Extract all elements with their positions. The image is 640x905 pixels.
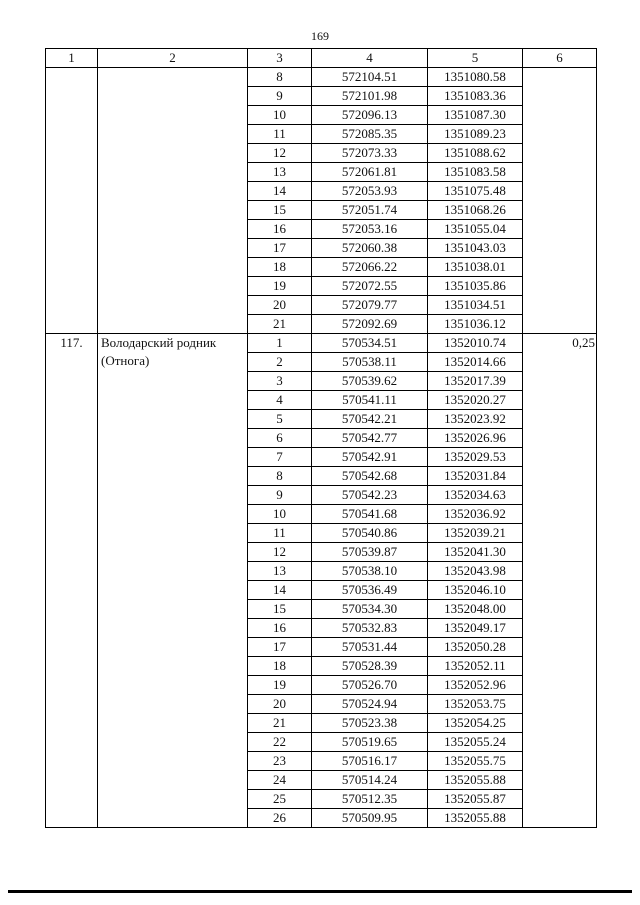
coord-x: 572060.38 <box>312 239 428 258</box>
coord-x: 570542.91 <box>312 448 428 467</box>
coord-x: 570524.94 <box>312 695 428 714</box>
coord-y: 1351068.26 <box>428 201 523 220</box>
table-row <box>46 68 597 87</box>
coord-x: 570516.17 <box>312 752 428 771</box>
header-row <box>46 49 597 68</box>
coord-x: 570542.77 <box>312 429 428 448</box>
point-number: 11 <box>248 524 312 543</box>
coord-x: 570534.51 <box>312 334 428 353</box>
coord-y: 1352036.92 <box>428 505 523 524</box>
coord-x: 570528.39 <box>312 657 428 676</box>
coord-y: 1352034.63 <box>428 486 523 505</box>
coord-x: 572085.35 <box>312 125 428 144</box>
coord-x: 570531.44 <box>312 638 428 657</box>
point-number: 25 <box>248 790 312 809</box>
point-number: 7 <box>248 448 312 467</box>
coord-x: 570542.23 <box>312 486 428 505</box>
point-number: 20 <box>248 695 312 714</box>
coord-x: 570542.68 <box>312 467 428 486</box>
coord-y: 1352041.30 <box>428 543 523 562</box>
point-number: 1 <box>248 334 312 353</box>
object-name <box>98 334 248 828</box>
coord-y: 1352052.96 <box>428 676 523 695</box>
coord-y: 1351088.62 <box>428 144 523 163</box>
point-number: 10 <box>248 106 312 125</box>
header-col-5: 5 <box>428 49 523 68</box>
coord-y: 1351034.51 <box>428 296 523 315</box>
coord-x: 570509.95 <box>312 809 428 828</box>
table-body <box>46 68 597 828</box>
point-number: 17 <box>248 638 312 657</box>
coord-y: 1352014.66 <box>428 353 523 372</box>
coord-y: 1352023.92 <box>428 410 523 429</box>
point-number: 20 <box>248 296 312 315</box>
point-number: 4 <box>248 391 312 410</box>
coord-x: 570540.86 <box>312 524 428 543</box>
coord-x: 572073.33 <box>312 144 428 163</box>
coord-x: 572072.55 <box>312 277 428 296</box>
coord-y: 1352048.00 <box>428 600 523 619</box>
coord-x: 572053.93 <box>312 182 428 201</box>
coord-x: 572053.16 <box>312 220 428 239</box>
point-number: 11 <box>248 125 312 144</box>
point-number: 12 <box>248 144 312 163</box>
point-number: 18 <box>248 258 312 277</box>
coord-y: 1352055.75 <box>428 752 523 771</box>
coord-y: 1352054.25 <box>428 714 523 733</box>
point-number: 22 <box>248 733 312 752</box>
coord-y: 1351089.23 <box>428 125 523 144</box>
coord-y: 1352050.28 <box>428 638 523 657</box>
coord-y: 1352055.88 <box>428 809 523 828</box>
coord-x: 572061.81 <box>312 163 428 182</box>
point-number: 9 <box>248 486 312 505</box>
coord-x: 570512.35 <box>312 790 428 809</box>
header-col-1: 1 <box>46 49 98 68</box>
coord-y: 1351043.03 <box>428 239 523 258</box>
point-number: 16 <box>248 619 312 638</box>
point-number: 8 <box>248 68 312 87</box>
coord-x: 570541.11 <box>312 391 428 410</box>
point-number: 14 <box>248 182 312 201</box>
header-col-6: 6 <box>523 49 597 68</box>
coord-x: 570539.87 <box>312 543 428 562</box>
coord-y: 1351055.04 <box>428 220 523 239</box>
point-number: 13 <box>248 163 312 182</box>
coord-y: 1351087.30 <box>428 106 523 125</box>
coord-x: 572101.98 <box>312 87 428 106</box>
point-number: 3 <box>248 372 312 391</box>
coord-x: 570519.65 <box>312 733 428 752</box>
header-col-4: 4 <box>312 49 428 68</box>
point-number: 19 <box>248 277 312 296</box>
header-col-2: 2 <box>98 49 248 68</box>
point-number: 14 <box>248 581 312 600</box>
coord-x: 570538.10 <box>312 562 428 581</box>
coordinates-table <box>45 48 597 828</box>
coord-y: 1352055.87 <box>428 790 523 809</box>
coord-y: 1352031.84 <box>428 467 523 486</box>
bottom-rule <box>8 890 632 893</box>
coord-y: 1352026.96 <box>428 429 523 448</box>
coord-x: 572104.51 <box>312 68 428 87</box>
coord-x: 570523.38 <box>312 714 428 733</box>
coord-y: 1352052.11 <box>428 657 523 676</box>
coord-y: 1352046.10 <box>428 581 523 600</box>
coord-y: 1351083.36 <box>428 87 523 106</box>
coord-x: 570542.21 <box>312 410 428 429</box>
coord-y: 1352043.98 <box>428 562 523 581</box>
coord-y: 1351038.01 <box>428 258 523 277</box>
point-number: 21 <box>248 315 312 334</box>
point-number: 10 <box>248 505 312 524</box>
point-number: 15 <box>248 201 312 220</box>
coord-y: 1352049.17 <box>428 619 523 638</box>
coord-x: 570541.68 <box>312 505 428 524</box>
point-number: 13 <box>248 562 312 581</box>
point-number: 23 <box>248 752 312 771</box>
coord-y: 1351036.12 <box>428 315 523 334</box>
point-number: 12 <box>248 543 312 562</box>
coord-y: 1352010.74 <box>428 334 523 353</box>
coord-x: 570526.70 <box>312 676 428 695</box>
coord-y: 1352017.39 <box>428 372 523 391</box>
point-number: 5 <box>248 410 312 429</box>
coord-x: 570534.30 <box>312 600 428 619</box>
coord-y: 1352055.88 <box>428 771 523 790</box>
coord-y: 1352020.27 <box>428 391 523 410</box>
coord-x: 570532.83 <box>312 619 428 638</box>
coord-x: 570514.24 <box>312 771 428 790</box>
point-number: 19 <box>248 676 312 695</box>
point-number: 24 <box>248 771 312 790</box>
coord-x: 572092.69 <box>312 315 428 334</box>
object-area: 0,25 <box>523 334 597 828</box>
point-number: 15 <box>248 600 312 619</box>
coord-y: 1351080.58 <box>428 68 523 87</box>
coord-y: 1352039.21 <box>428 524 523 543</box>
table-row <box>46 334 597 353</box>
object-area <box>523 68 597 334</box>
object-name-line: (Отнога) <box>101 353 150 368</box>
point-number: 2 <box>248 353 312 372</box>
point-number: 9 <box>248 87 312 106</box>
coord-y: 1351075.48 <box>428 182 523 201</box>
coord-y: 1352055.24 <box>428 733 523 752</box>
point-number: 18 <box>248 657 312 676</box>
coord-x: 572096.13 <box>312 106 428 125</box>
coord-x: 570538.11 <box>312 353 428 372</box>
page-number: 169 <box>311 29 329 43</box>
object-index: 117. <box>46 334 98 828</box>
coord-x: 570536.49 <box>312 581 428 600</box>
coord-y: 1351083.58 <box>428 163 523 182</box>
header-col-3: 3 <box>248 49 312 68</box>
coord-x: 572051.74 <box>312 201 428 220</box>
coord-y: 1351035.86 <box>428 277 523 296</box>
object-index <box>46 68 98 334</box>
point-number: 21 <box>248 714 312 733</box>
point-number: 17 <box>248 239 312 258</box>
coord-y: 1352029.53 <box>428 448 523 467</box>
point-number: 26 <box>248 809 312 828</box>
point-number: 16 <box>248 220 312 239</box>
coord-x: 572066.22 <box>312 258 428 277</box>
object-name <box>98 68 248 334</box>
point-number: 8 <box>248 467 312 486</box>
object-name-line: Володарский родник <box>101 335 217 350</box>
coord-x: 572079.77 <box>312 296 428 315</box>
point-number: 6 <box>248 429 312 448</box>
coord-x: 570539.62 <box>312 372 428 391</box>
coord-y: 1352053.75 <box>428 695 523 714</box>
